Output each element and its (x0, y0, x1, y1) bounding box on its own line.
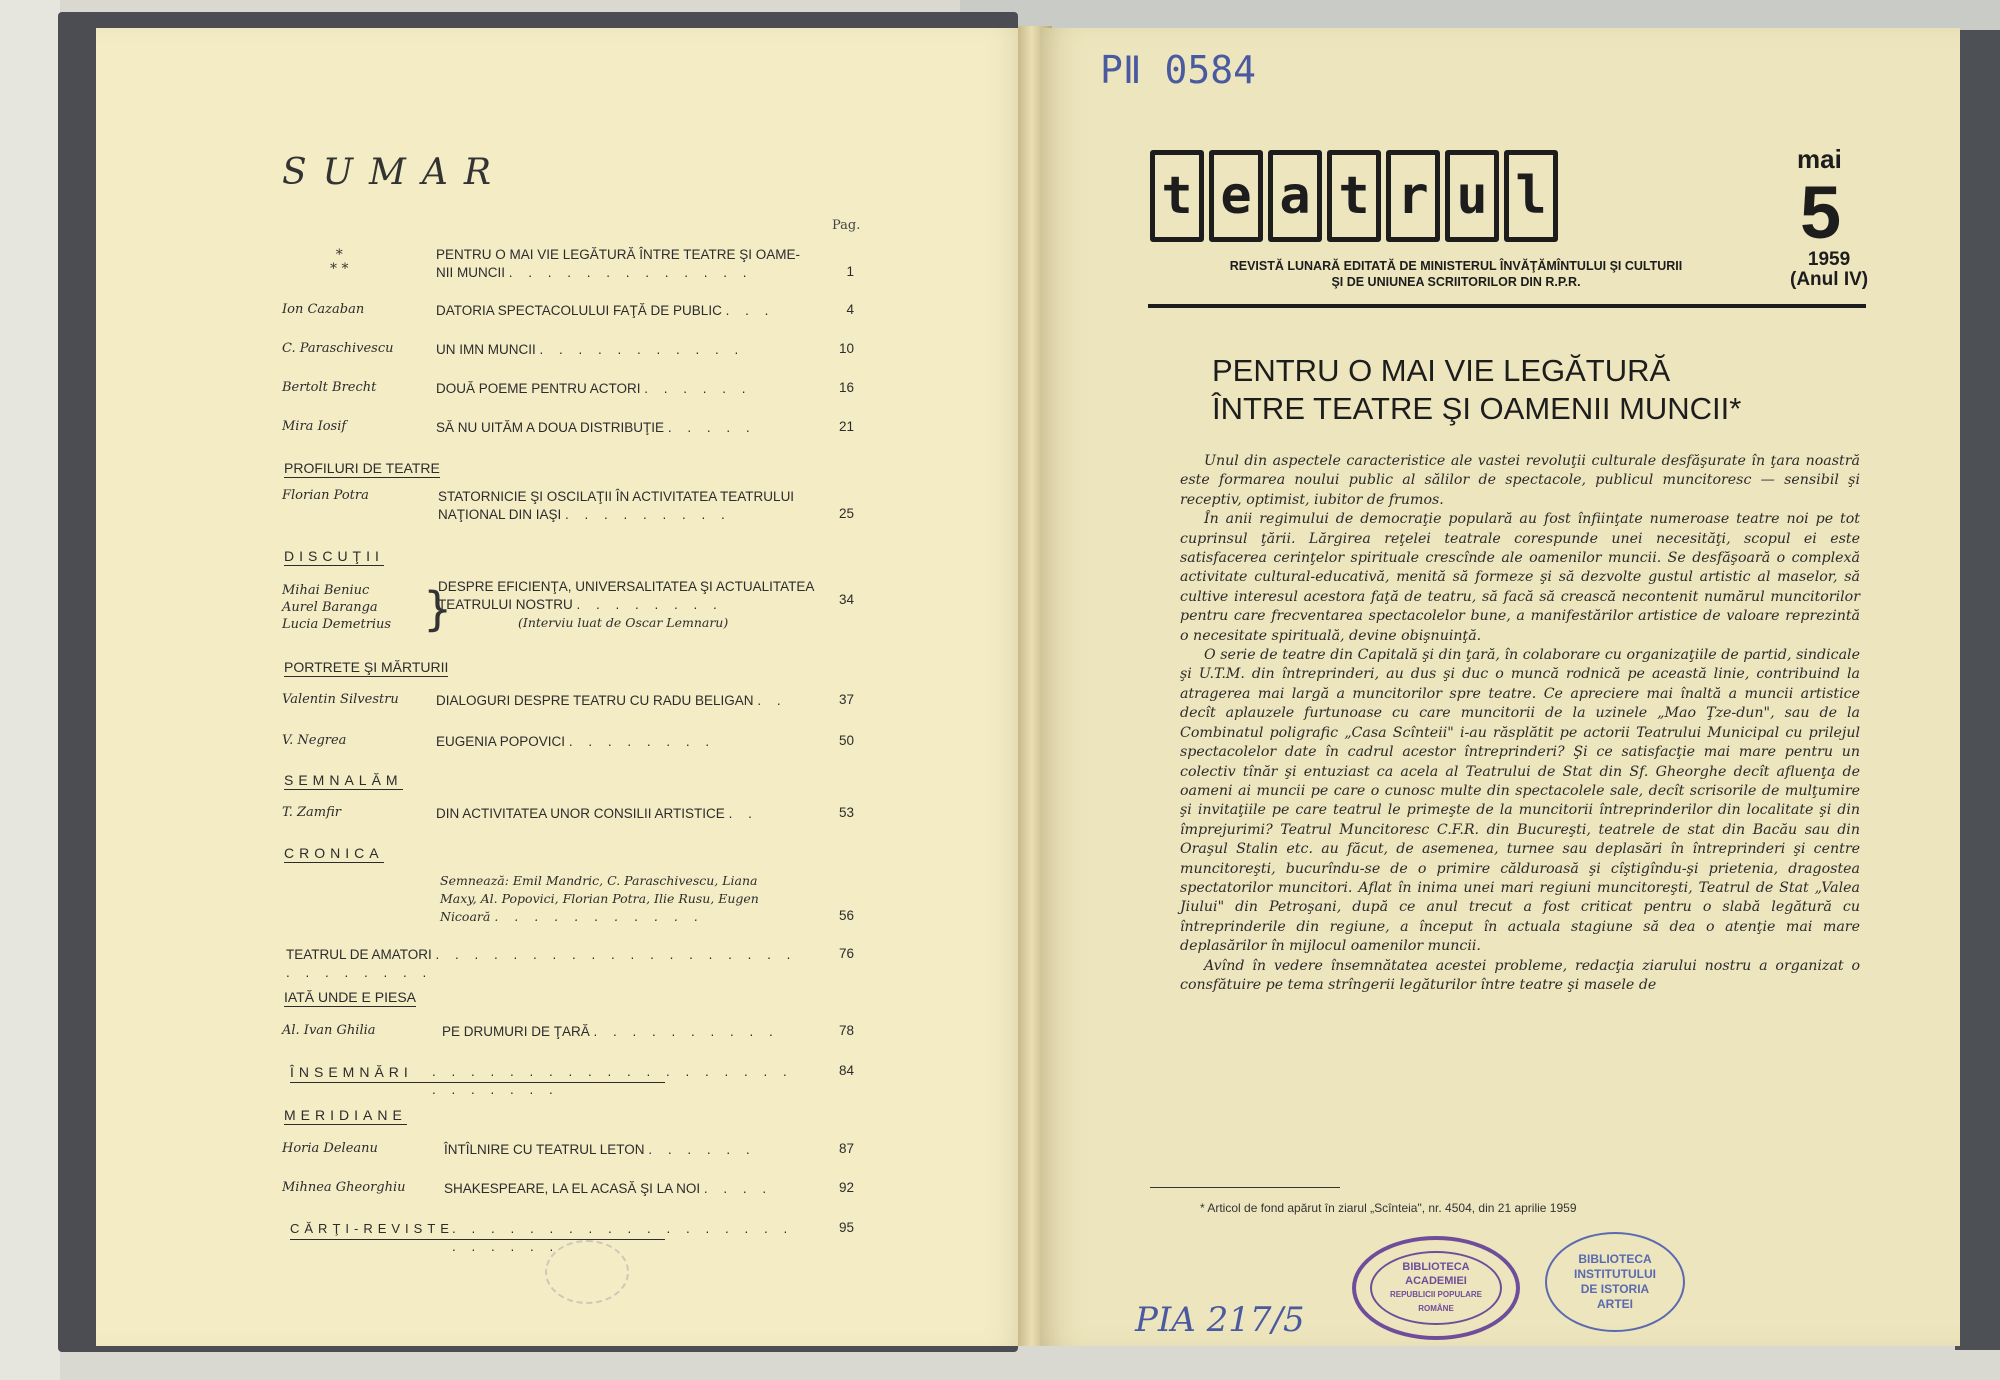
logo-letter: t (1327, 150, 1381, 242)
background-top (960, 0, 2000, 30)
logo-letter: u (1445, 150, 1499, 242)
logo-letter: l (1504, 150, 1558, 242)
toc-section-semnalam: SEMNALĂM (284, 772, 403, 788)
paragraph: Avînd în vedere însemnătatea acestei probleme, redacţia ziarului nostru a organizat o consfătuire pe tema strîngerii legăturilor între teatre şi masele de (1180, 957, 1860, 993)
footnote-rule (1150, 1187, 1340, 1188)
masthead-rule (1148, 304, 1866, 308)
toc-section-discutii: DISCUŢII (284, 548, 384, 564)
article-body (1180, 452, 1860, 995)
toc-title: SUMAR (282, 152, 507, 193)
brace-icon: } (423, 582, 453, 636)
logo-letter: t (1150, 150, 1204, 242)
issue-year: 1959 (Anul IV) (1790, 249, 1869, 290)
toc-section-iata-unde: IATĂ UNDE E PIESA (284, 989, 416, 1005)
masthead-subtitle: REVISTĂ LUNARĂ EDITATĂ DE MINISTERUL ÎNVĂŢĂMÎNTULUI ŞI CULTURII ŞI DE UNIUNEA SCRIITORILOR DIN R.P.R. (1229, 259, 1683, 289)
paragraph: Unul din aspectele caracteristice ale vastei revoluţii culturale desfăşurate în ţara noastră este formarea noului public al sălilor de spectacole, publicul muncitoresc — sensibil şi receptiv, optimist, iubitor de frumos. (1180, 453, 1860, 508)
issue-month: mai (1797, 144, 1842, 174)
logo-letter: a (1268, 150, 1322, 242)
paragraph: În anii regimului de democraţie populară au fost înfiinţate numeroase teatre noi pe tot cuprinsul ţării. Lărgirea reţelei teatrale corespunde unei necesităţi, scopul ei este satisfacerea cerinţelor spirituale crescînde ale oamenilor muncii. Se desfăşoară o complexă activitate cultural-educativă, menită să formeze şi să dezvolte gustul artistic al maselor, să cultive interesul acestora faţă de teatru, să facă să crească necontenit numărul muncitorilor pentru care frecventarea spectacolelor bune, a manifestărilor artistice de valoare reprezintă o necesitate spirituală, devine obişnuinţă. (1180, 511, 1860, 644)
toc-section-cronica: CRONICA (284, 845, 384, 861)
toc-section-meridiane: MERIDIANE (284, 1107, 407, 1123)
logo-letter: e (1209, 150, 1263, 242)
magazine-logo (1150, 150, 1558, 242)
toc-section-profiluri: PROFILURI DE TEATRE (284, 460, 440, 476)
toc-trio-authors: Mihai Beniuc Aurel Baranga Lucia Demetrius (282, 583, 392, 632)
footnote: * Articol de fond apărut în ziarul „Scînteia", nr. 4504, din 21 aprilie 1959 (1200, 1201, 1577, 1215)
issue-number: 5 (1800, 171, 1842, 254)
library-stamp-institute: BIBLIOTECA INSTITUTULUI DE ISTORIA ARTEI (1545, 1232, 1685, 1332)
faint-stamp-mark (545, 1240, 629, 1304)
background (0, 0, 60, 1380)
handwritten-shelf-mark: PIA 217/5 (1135, 1300, 1305, 1340)
article-title: PENTRU O MAI VIE LEGĂTURĂ ÎNTRE TEATRE ŞI OAMENII MUNCII* (1212, 353, 1742, 426)
paragraph: O serie de teatre din Capitală şi din ţară, în colaborare cu organizaţiile de partid, sindicale şi U.T.M. din întreprinderi, au dus şi duc o muncă rodnică pe această linie, contribuind la atragerea mai largă a muncitorilor spre teatre. Ce apreciere mai înaltă a muncii artistice decît aplauzele furtunoase cu care muncitorii de la uzinele „Mao Ţze-dun", sau de la Combinatul poligrafic „Casa Scînteii" i-au răsplătit pe actorii Teatrului Municipal cu prilejul spectacolelor date în cadrul acestor întreprinderi? Şi ce satisfacţie mai mare pentru un colectiv tînăr şi entuziast ca acela al Teatrului de Stat din Sf. Gheorghe decît afluenţa de oameni ai muncii pe care o cunosc multe din spectacolele sale, decît scrisorile de mulţumire şi invitaţiile pe care teatrul le primeşte de la muncitorii întreprinderilor din localitate şi din împrejurimi? Teatrul Muncitoresc C.F.R. din Bucureşti, teatrele de stat din Bacău sau din Oraşul Stalin etc. au făcut, de asemenea, turnee sau deplasări în întreprinderi şi centre muncitoreşti, bucurîndu-se de o primire călduroasă şi cîştigîndu-şi prietenia, dragostea spectatorilor muncitori. Aflat în inima unei mari regiuni muncitoreşti, Teatrul de Stat „Valea Jiului" din Petroşani, după ce anul trecut a fost criticat pentru o slabă legătură cu întreprinderile din regiune, a început în actuala stagiune să dea o atenţie mai mare deplasărilor în mijlocul oamenilor muncii. (1180, 647, 1860, 955)
handwritten-catalog-number: PⅡ 0584 (1100, 48, 1256, 92)
logo-letter: r (1386, 150, 1440, 242)
toc-section-portrete: PORTRETE ŞI MĂRTURII (284, 659, 449, 675)
toc-page-header: Pag. (832, 218, 861, 233)
library-stamp-academy: BIBLIOTECA ACADEMIEI REPUBLICII POPULARE ROMÂNE (1352, 1236, 1520, 1340)
book-cover-right (1955, 30, 2000, 1350)
toc-asterisks: * * * (330, 247, 349, 277)
